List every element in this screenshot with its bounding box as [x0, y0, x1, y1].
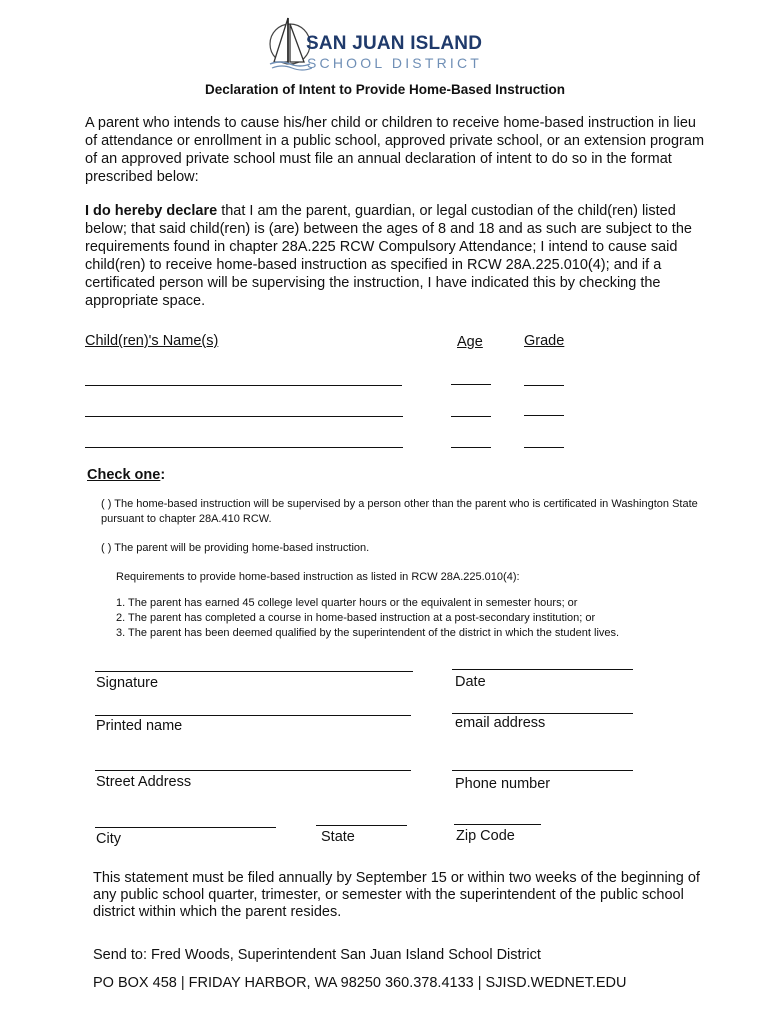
city-line[interactable] [95, 827, 276, 828]
declaration-text: that I am the parent, guardian, or legal custodian of the child(ren) listed below; that said child(ren) is (are) between the ages of 8 and 18 and as such are subject to the requirements found in chapter 28A.225 RCW Compulsory Attendance; I intend to cause said child(ren) to receive home-based instruction as specified in RCW 28A.225.010(4); and if a certificated person will be supervising the instruction, I have indicated this by checking the appropriate space. [85, 203, 692, 309]
check-one-heading [87, 467, 165, 483]
check-one-colon: : [160, 467, 166, 483]
requirements-intro: Requirements to provide home-based instruction as listed in RCW 28A.225.010(4): [116, 571, 520, 583]
requirement-item: 1. The parent has earned 45 college level quarter hours or the equivalent in semester hours; or [116, 597, 578, 609]
zip-code-line[interactable] [454, 824, 541, 825]
phone-line[interactable] [452, 770, 633, 771]
requirement-item: 3. The parent has been deemed qualified by the superintendent of the district in which the student lives. [116, 627, 620, 639]
send-to: Send to: Fred Woods, Superintendent San Juan Island School District [93, 947, 541, 963]
state-line[interactable] [316, 825, 407, 826]
child-age-line-3[interactable] [451, 447, 491, 448]
filing-statement: This statement must be filed annually by September 15 or within two weeks of the beginning of any public school quarter, trimester, or semester with the superintendent of the public school district within which the parent resides. [93, 870, 700, 920]
child-age-line-1[interactable] [451, 384, 491, 385]
printed-name-label: Printed name [96, 718, 183, 734]
children-name-header: Child(ren)'s Name(s) [85, 333, 219, 349]
logo-title: SAN JUAN ISLAND [306, 33, 483, 54]
email-line[interactable] [452, 713, 633, 714]
requirements-list [116, 596, 619, 641]
child-grade-line-3[interactable] [524, 447, 564, 448]
child-grade-line-2[interactable] [524, 415, 564, 416]
declaration-lead: I do hereby declare [85, 203, 218, 219]
document-title: Declaration of Intent to Provide Home-Based Instruction [204, 82, 566, 97]
street-address-label: Street Address [96, 774, 192, 790]
state-label: State [321, 829, 355, 845]
option-parent-instruction[interactable]: ( ) The parent will be providing home-based instruction. [101, 542, 370, 554]
child-name-line-3[interactable] [85, 447, 403, 448]
option-certificated-supervisor[interactable]: ( ) The home-based instruction will be supervised by a person other than the parent who is certificated in Washington State pursuant to chapter 28A.410 RCW. [101, 498, 698, 525]
child-name-line-2[interactable] [85, 416, 403, 417]
city-label: City [96, 831, 121, 847]
intro-paragraph: A parent who intends to cause his/her child or children to receive home-based instruction in lieu of attendance or enrollment in a public school, approved private school, or an extension program of an approved private school must file an annual declaration of intent to do so in the format prescribed below: [85, 115, 705, 185]
check-one-label: Check one [87, 467, 161, 483]
child-grade-line-1[interactable] [524, 385, 564, 386]
date-label: Date [455, 674, 486, 690]
child-age-line-2[interactable] [451, 416, 491, 417]
email-label: email address [455, 715, 546, 731]
signature-line[interactable] [95, 671, 413, 672]
zip-code-label: Zip Code [456, 828, 515, 844]
date-line[interactable] [452, 669, 633, 670]
printed-name-line[interactable] [95, 715, 411, 716]
phone-label: Phone number [455, 776, 551, 792]
street-address-line[interactable] [95, 770, 411, 771]
signature-label: Signature [96, 675, 159, 691]
age-header: Age [457, 334, 483, 350]
logo-subtitle: SCHOOL DISTRICT [307, 55, 483, 71]
grade-header: Grade [524, 333, 565, 349]
requirement-item: 2. The parent has completed a course in home-based instruction at a post-secondary institution; or [116, 612, 596, 624]
declaration-paragraph [85, 202, 705, 310]
child-name-line-1[interactable] [85, 385, 402, 386]
district-address: PO BOX 458 | FRIDAY HARBOR, WA 98250 360.378.4133 | SJISD.WEDNET.EDU [93, 975, 627, 991]
